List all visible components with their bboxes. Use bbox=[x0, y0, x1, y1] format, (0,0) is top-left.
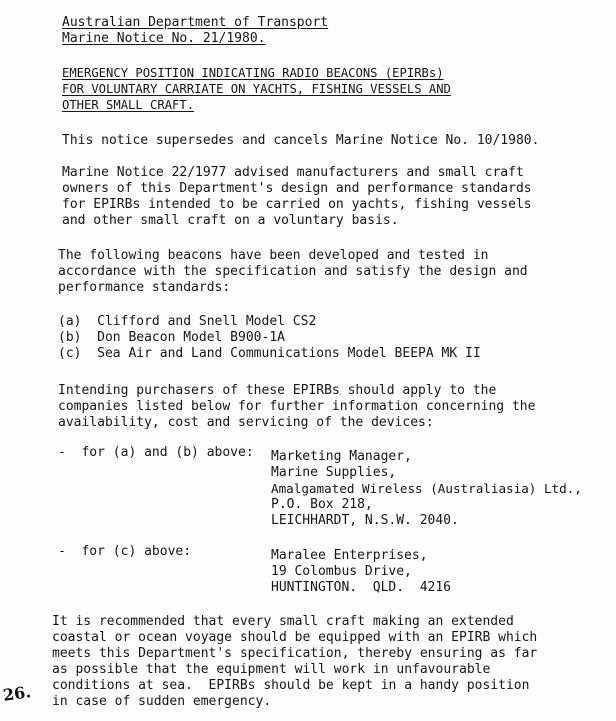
paragraph-line: companies listed below for further information concerning the bbox=[58, 399, 536, 414]
address-line: HUNTINGTON. QLD. 4216 bbox=[271, 580, 452, 595]
title-line: OTHER SMALL CRAFT. bbox=[62, 98, 195, 112]
paragraph-line: for EPIRBs intended to be carried on yachts, fishing vessels bbox=[62, 197, 532, 212]
contact-label: - for (c) above: bbox=[58, 544, 192, 559]
address-line: P.O. Box 218, bbox=[271, 497, 373, 512]
contact-label: - for (a) and (b) above: bbox=[58, 445, 254, 460]
paragraph-line: accordance with the specification and satisfy the design and bbox=[58, 264, 528, 279]
paragraph-line: It is recommended that every small craft making an extended bbox=[52, 614, 514, 629]
list-item: (a) Clifford and Snell Model CS2 bbox=[58, 314, 317, 329]
paragraph-line: coastal or ocean voyage should be equipped with an EPIRB which bbox=[52, 630, 538, 645]
paragraph-line: in case of sudden emergency. bbox=[52, 694, 272, 709]
address-line: 19 Colombus Drive, bbox=[271, 564, 412, 579]
paragraph-line: availability, cost and servicing of the devices: bbox=[58, 415, 434, 430]
paragraph-line: meets this Department's specification, thereby ensuring as far bbox=[52, 646, 538, 661]
handwritten-page-number: 26. bbox=[1, 682, 33, 705]
paragraph-line: as possible that the equipment will work in unfavourable bbox=[52, 662, 491, 677]
notice-number: Marine Notice No. 21/1980. bbox=[62, 31, 266, 46]
paragraph-line: owners of this Department's design and performance standards bbox=[62, 181, 532, 196]
address-line: Amalgamated Wireless (Australiasia) Ltd., bbox=[271, 481, 582, 496]
title-line: FOR VOLUNTARY CARRIATE ON YACHTS, FISHING VESSELS AND bbox=[62, 82, 451, 96]
paragraph-line: and other small craft on a voluntary basis. bbox=[62, 213, 399, 228]
paragraph-line: Intending purchasers of these EPIRBs should apply to the bbox=[58, 383, 497, 398]
address-line: LEICHHARDT, N.S.W. 2040. bbox=[271, 513, 459, 528]
address-line: Marine Supplies, bbox=[271, 465, 397, 480]
paragraph-line: The following beacons have been developed and tested in bbox=[58, 248, 489, 263]
department-name: Australian Department of Transport bbox=[62, 15, 329, 30]
address-line: Maralee Enterprises, bbox=[271, 548, 428, 563]
supersedes-statement: This notice supersedes and cancels Marine Notice No. 10/1980. bbox=[62, 133, 540, 148]
title-line: EMERGENCY POSITION INDICATING RADIO BEACONS (EPIRBs) bbox=[62, 66, 444, 80]
paragraph-line: Marine Notice 22/1977 advised manufacturers and small craft bbox=[62, 165, 524, 180]
address-line: Marketing Manager, bbox=[271, 449, 412, 464]
list-item: (b) Don Beacon Model B900-1A bbox=[58, 330, 285, 345]
paragraph-line: conditions at sea. EPIRBs should be kept in a handy position bbox=[52, 678, 530, 693]
paragraph-line: performance standards: bbox=[58, 280, 231, 295]
list-item: (c) Sea Air and Land Communications Model BEEPA MK II bbox=[58, 346, 481, 361]
